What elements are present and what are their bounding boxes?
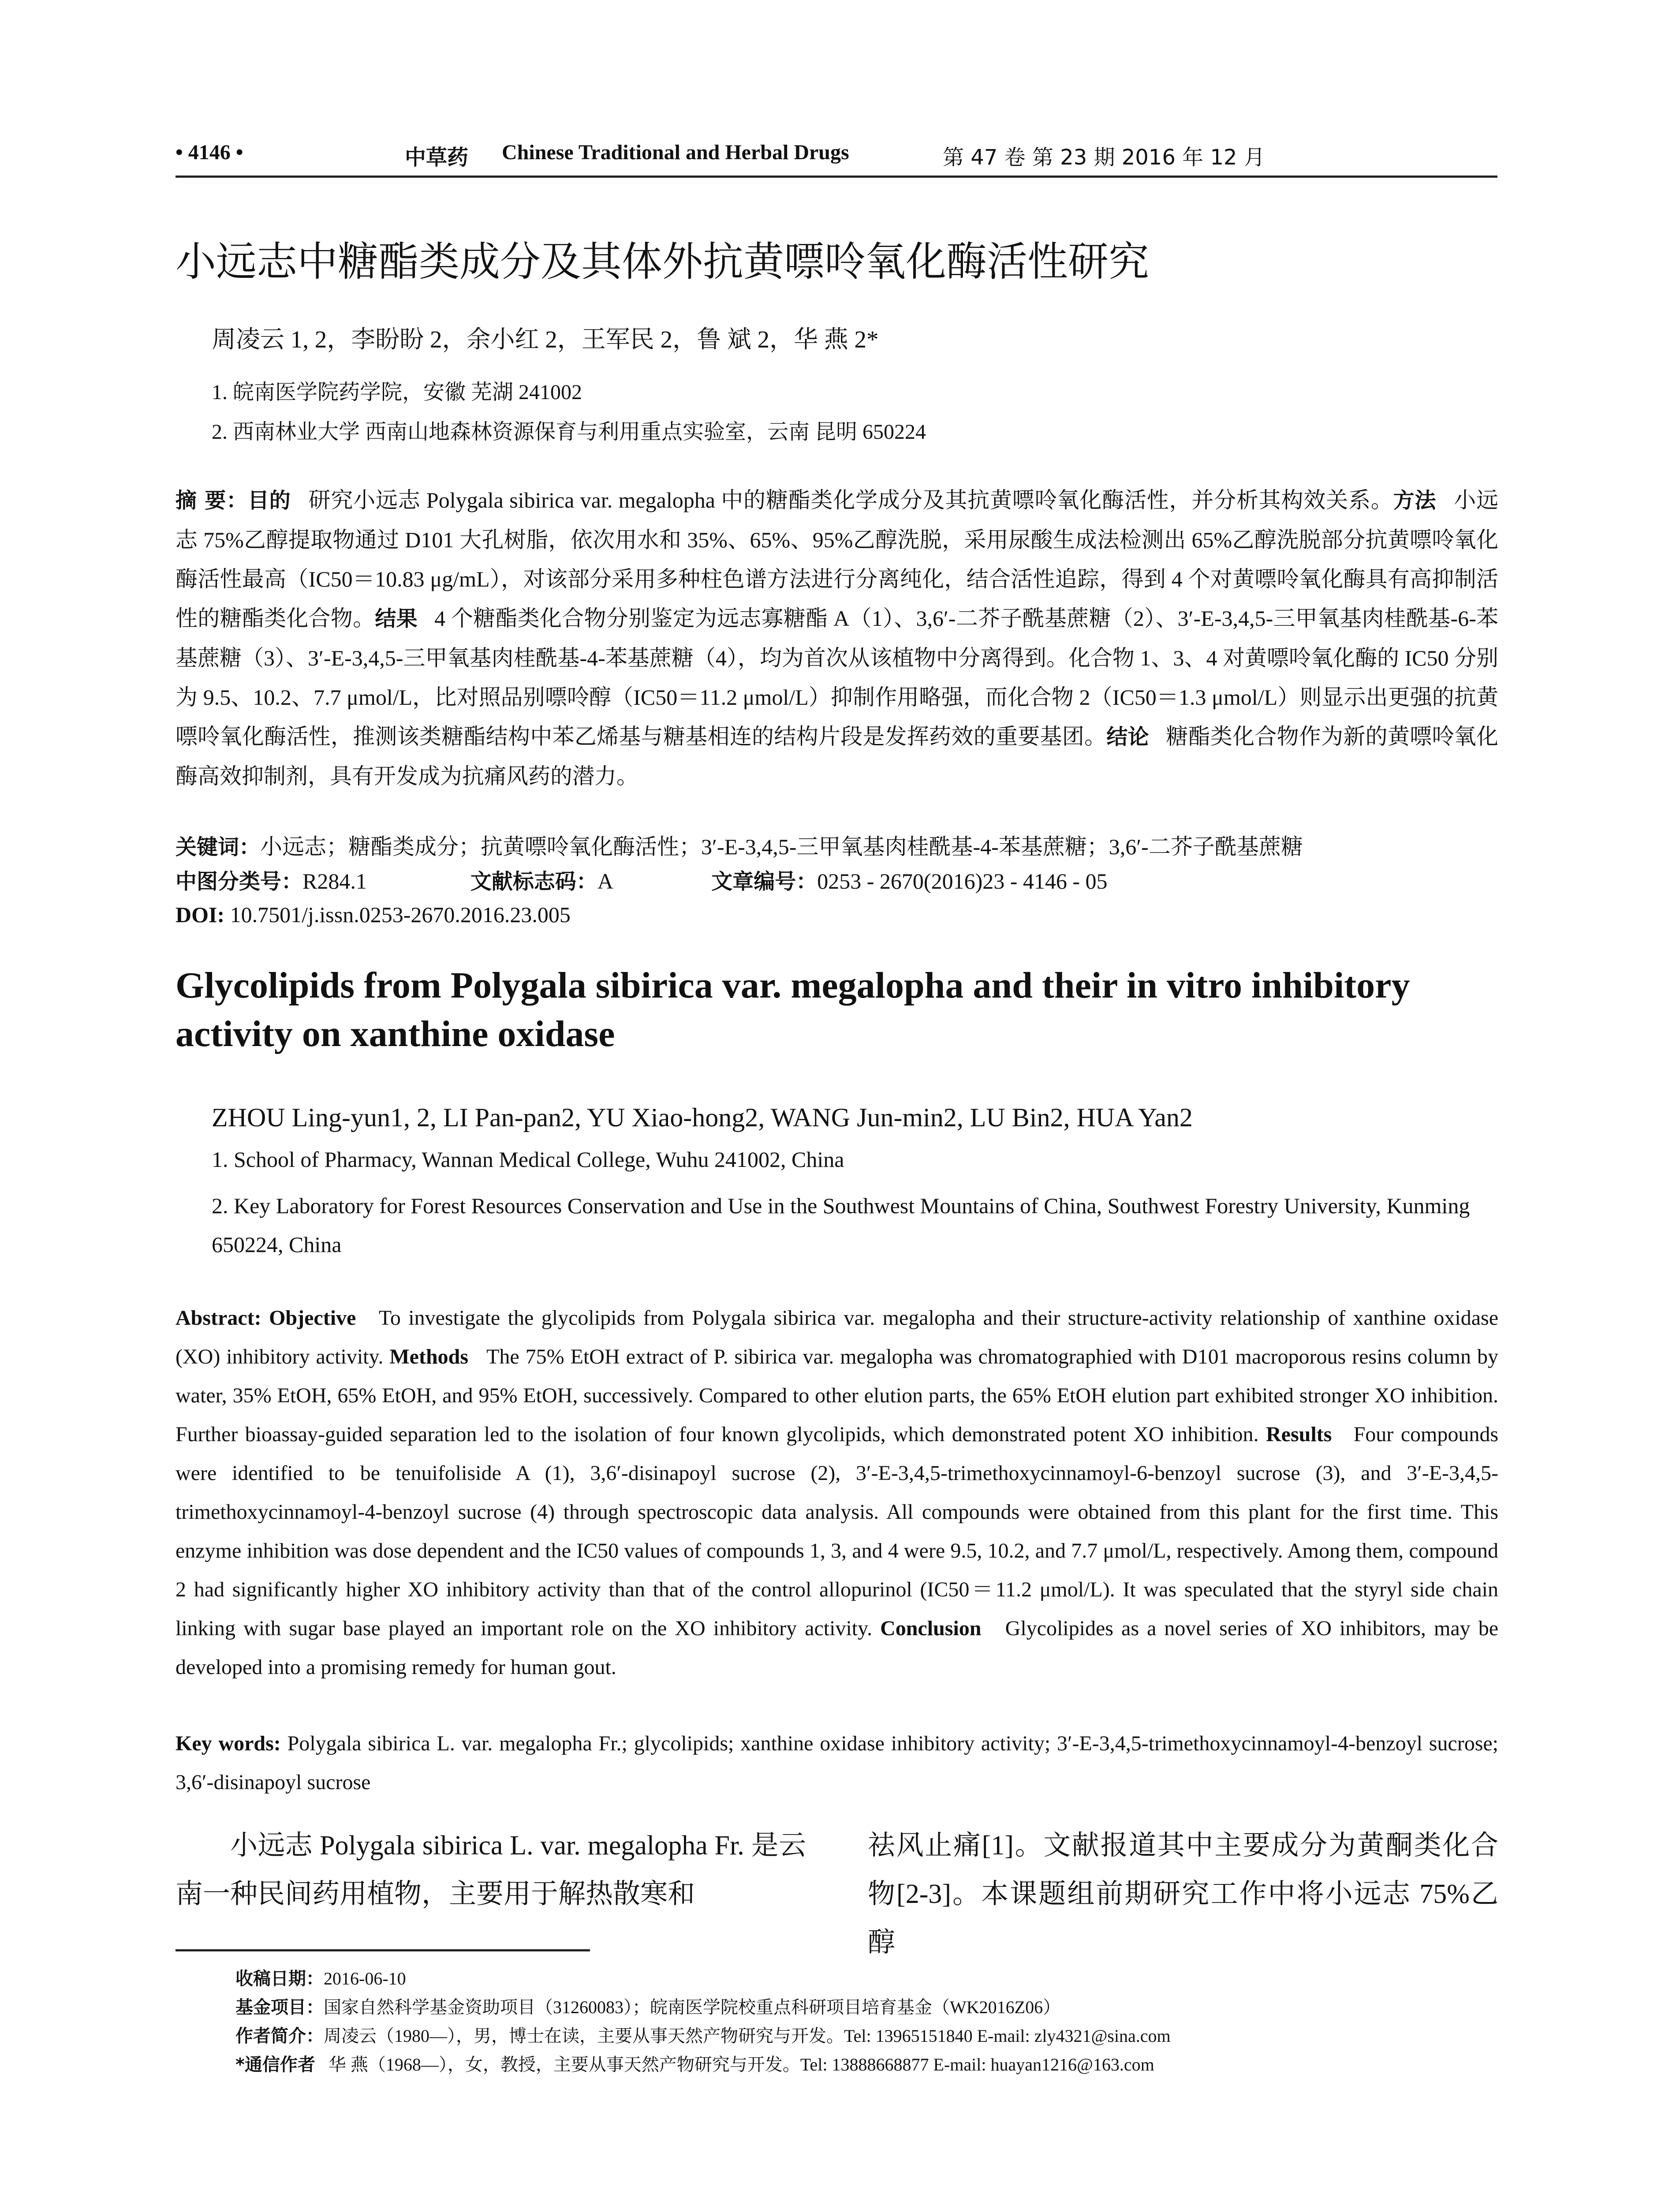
journal-name-en: Chinese Traditional and Herbal Drugs <box>502 141 849 164</box>
fund-text: 国家自然科学基金资助项目（31260083）；皖南医学院校重点科研项目培育基金（WK2016Z06） <box>324 1997 1061 2017</box>
conclusion-en-label: Conclusion <box>880 1617 982 1640</box>
footnote-author <box>235 2022 1171 2047</box>
results-cn-label: 结果 <box>375 606 418 631</box>
received-date: 2016-06-10 <box>324 1969 406 1988</box>
affiliation-en-1: 1. School of Pharmacy, Wannan Medical College, Wuhu 241002, China <box>212 1147 844 1172</box>
objective-cn: 研究小远志 Polygala sibirica var. megalopha 中的糖酯类化学成分及其抗黄嘌呤氧化酶活性，并分析其构效关系。 <box>308 488 1393 512</box>
keywords-en-text: Polygala sibirica L. var. megalopha Fr.; glycolipids; xanthine oxidase inhibitory activity; 3′-E-3,4,5-trimethoxycinnamoyl-4-benzoyl sucrose; 3,6′-disinapoyl sucrose <box>175 1732 1499 1794</box>
clc-label: 中图分类号： <box>175 869 303 894</box>
keywords-cn <box>175 829 1303 861</box>
author-bio-text: 周凌云（1980—），男，博士在读，主要从事天然产物研究与开发。Tel: 13965151840 E-mail: zly4321@sina.com <box>324 2026 1171 2046</box>
conclusion-en: Glycolipides as a novel series of XO inhibitors, may be developed into a promising remedy for human gout. <box>175 1617 1498 1679</box>
footnote-corresponding <box>235 2051 1154 2076</box>
affiliation-cn-1: 1. 皖南医学院药学院，安徽 芜湖 241002 <box>212 381 582 404</box>
methods-en: The 75% EtOH extract of P. sibirica var. megalopha was chromatographied with D101 macroporous resins column by water, 35% EtOH, 65% EtOH, and 95% EtOH, successively. Compared to other elution parts, the 65% EtOH elution part exhibited stronger XO inhibition. Further bioassay-guided separation led to the isolation of four known glycolipids, which demonstrated potent XO inhibition. <box>175 1345 1499 1446</box>
keywords-cn-label: 关键词： <box>175 835 261 860</box>
title-cn: 小远志中糖酯类成分及其体外抗黄嘌呤氧化酶活性研究 <box>175 238 1150 285</box>
journal-name-cn: 中草药 <box>405 145 469 170</box>
conclusion-cn-label: 结论 <box>1106 725 1149 749</box>
results-cn: 4 个糖酯类化合物分别鉴定为远志寡糖酯 A（1）、3,6′-二芥子酰基蔗糖（2）、3′-E-3,4,5-三甲氧基肉桂酰基-6-苯基蔗糖（3）、3′-E-3,4,5-三甲氧基肉桂酰基-4-苯基蔗糖（4），均为首次从该植物中分离得到。化合物 1、3、4 对黄嘌呤氧化酶的 IC50 分别为 9.5、10.2、7.7 μmol/L，比对照品别嘌呤醇（IC50＝11.2 μmol/L）抑制作用略强，而化合物 2（IC50＝1.3 μmol/L）则显示出更强的抗黄嘌呤氧化酶活性，推测该类糖酯结构中苯乙烯基与糖基相连的结构片段是发挥药效的重要基团。 <box>175 606 1499 749</box>
body-column-left: 小远志 Polygala sibirica L. var. megalopha Fr. 是云南一种民间药用植物，主要用于解热散寒和 <box>175 1831 806 1909</box>
keywords-en <box>175 1724 1498 1802</box>
received-label: 收稿日期： <box>235 1969 324 1989</box>
objective-en-label: Objective <box>269 1306 356 1330</box>
authors-cn: 周凌云 1, 2，李盼盼 2，余小红 2，王军民 2，鲁 斌 2，华 燕 2* <box>212 326 879 353</box>
article-no-value: 0253 - 2670(2016)23 - 4146 - 05 <box>817 869 1108 893</box>
clc-value: R284.1 <box>302 869 367 893</box>
results-en-label: Results <box>1266 1423 1332 1446</box>
abstract-cn <box>175 481 1498 796</box>
body-column-right: 祛风止痛[1]。文献报道其中主要成分为黄酮类化合物[2-3]。本课题组前期研究工作中将小远志 75%乙醇 <box>868 1831 1498 1958</box>
abstract-en <box>175 1299 1498 1687</box>
doi-line <box>175 902 571 927</box>
corresponding-text: 华 燕（1968—），女，教授，主要从事天然产物研究与开发。Tel: 13888668877 E-mail: huayan1216@163.com <box>328 2055 1154 2074</box>
fund-label: 基金项目： <box>235 1997 324 2018</box>
footnote-received <box>235 1965 406 1990</box>
title-en: Glycolipids from Polygala sibirica var. megalopha and their in vitro inhibitory activity on xanthine oxidase <box>175 965 1410 1054</box>
doc-code-label: 文献标志码： <box>470 869 597 894</box>
abstract-en-label: Abstract: <box>175 1306 261 1330</box>
methods-cn: 小远志 75%乙醇提取物通过 D101 大孔树脂，依次用水和 35%、65%、95%乙醇洗脱，采用尿酸生成法检测出 65%乙醇洗脱部分抗黄嘌呤氧化酶活性最高（IC50＝10.83 μg/mL），对该部分采用多种柱色谱方法进行分离纯化，结合活性追踪，得到 4 个对黄嘌呤氧化酶具有高抑制活性的糖酯类化合物。 <box>175 488 1498 631</box>
authors-en: ZHOU Ling-yun1, 2, LI Pan-pan2, YU Xiao-hong2, WANG Jun-min2, LU Bin2, HUA Yan2 <box>212 1103 1193 1132</box>
issue-info: 第 47 卷 第 23 期 2016 年 12 月 <box>943 145 1265 170</box>
author-bio-label: 作者简介： <box>235 2026 324 2046</box>
affiliation-cn-2: 2. 西南林业大学 西南山地森林资源保育与利用重点实验室，云南 昆明 650224 <box>212 420 926 444</box>
doi-label: DOI: <box>175 902 225 927</box>
abstract-cn-label: 摘 要： <box>175 488 248 513</box>
methods-cn-label: 方法 <box>1393 488 1437 513</box>
page-number: • 4146 • <box>175 141 243 164</box>
keywords-cn-text: 小远志；糖酯类成分；抗黄嘌呤氧化酶活性；3′-E-3,4,5-三甲氧基肉桂酰基-4-苯基蔗糖；3,6′-二芥子酰基蔗糖 <box>260 834 1303 859</box>
classification-line <box>175 864 1108 895</box>
running-header <box>175 140 1497 178</box>
conclusion-cn: 糖酯类化合物作为新的黄嘌呤氧化酶高效抑制剂，具有开发成为抗痛风药的潜力。 <box>175 724 1499 789</box>
article-no-label: 文章编号： <box>711 869 818 894</box>
methods-en-label: Methods <box>389 1345 469 1368</box>
objective-cn-label: 目的 <box>247 488 291 513</box>
doi-value: 10.7501/j.issn.0253-2670.2016.23.005 <box>230 902 571 927</box>
footnote-rule <box>175 1949 590 1951</box>
objective-en: To investigate the glycolipids from Polygala sibirica var. megalopha and their structure-activity relationship of xanthine oxidase (XO) inhibitory activity. <box>175 1306 1499 1368</box>
keywords-en-label: Key words: <box>175 1732 281 1755</box>
doc-code-value: A <box>597 869 612 893</box>
footnote-fund <box>235 1993 1060 2018</box>
affiliation-en-2: 2. Key Laboratory for Forest Resources Conservation and Use in the Southwest Mountains of China, Southwest Forestry University, Kunming 650224, China <box>212 1193 1470 1257</box>
corresponding-label: *通信作者 <box>235 2055 315 2075</box>
results-en: Four compounds were identified to be tenuifoliside A (1), 3,6′-disinapoyl sucrose (2), 3′-E-3,4,5-trimethoxycinnamoyl-6-benzoyl sucrose (3), and 3′-E-3,4,5-trimethoxycinnamoyl-4-benzoyl sucrose (4) through spectroscopic data analysis. All compounds were obtained from this plant for the first time. This enzyme inhibition was dose dependent and the IC50 values of compounds 1, 3, and 4 were 9.5, 10.2, and 7.7 μmol/L, respectively. Among them, compound 2 had significantly higher XO inhibitory activity than that of the control allopurinol (IC50＝11.2 μmol/L). It was speculated that the styryl side chain linking with sugar base played an important role on the XO inhibitory activity. <box>175 1423 1499 1640</box>
